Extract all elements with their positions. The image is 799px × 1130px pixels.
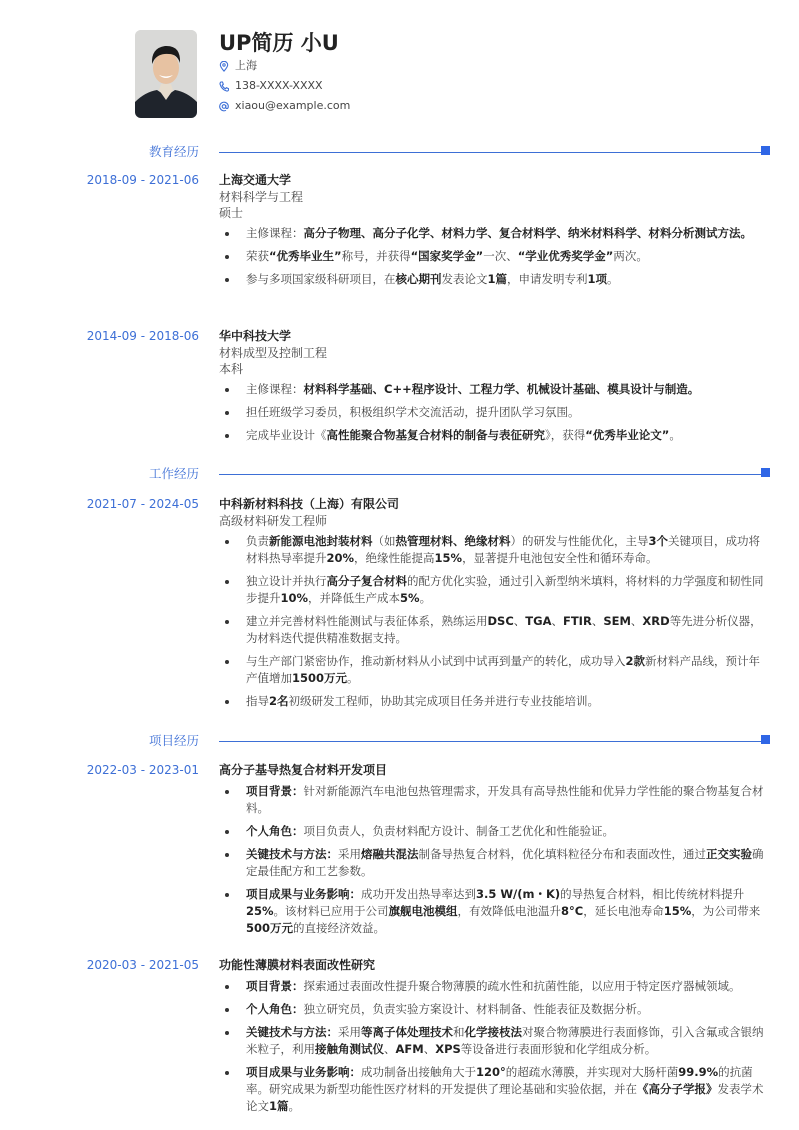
section-title: 教育经历 <box>148 144 199 159</box>
entry-date: 2020-03 - 2021-05 <box>86 958 199 972</box>
bullet-list <box>219 783 769 937</box>
list-item: 项目背景：探索通过表面改性提升聚合物薄膜的疏水性和抗菌性能，以应用于特定医疗器械领域。 <box>219 978 769 995</box>
section-divider <box>219 741 761 742</box>
email-row <box>219 96 350 116</box>
list-item: 个人角色：独立研究员，负责实验方案设计、材料制备、性能表征及数据分析。 <box>219 1001 769 1018</box>
section-marker <box>761 735 770 744</box>
location-text: 上海 <box>235 59 257 72</box>
list-item: 项目背景：针对新能源汽车电池包热管理需求，开发具有高导热性能和优异力学性能的聚合物基复合材料。 <box>219 783 769 817</box>
list-item: 荣获“优秀毕业生”称号，并获得“国家奖学金”一次、“学业优秀奖学金”两次。 <box>219 248 769 265</box>
company-name: 中科新材料科技（上海）有限公司 <box>219 497 400 511</box>
section-header-work <box>0 464 799 484</box>
major: 材料成型及控制工程 <box>219 346 328 360</box>
candidate-name: UP简历 小U <box>219 31 339 55</box>
school-name: 上海交通大学 <box>219 173 292 187</box>
list-item: 建立并完善材料性能测试与表征体系，熟练运用DSC、TGA、FTIR、SEM、XRD等先进分析仪器，为材料迭代提供精准数据支持。 <box>219 613 769 647</box>
list-item: 关键技术与方法：采用熔融共混法制备导热复合材料，优化填料粒径分布和表面改性，通过正交实验确定最佳配方和工艺参数。 <box>219 846 769 880</box>
entry-date: 2018-09 - 2021-06 <box>86 173 199 187</box>
section-header-education <box>0 142 799 162</box>
list-item: 指导2名初级研发工程师，协助其完成项目任务并进行专业技能培训。 <box>219 693 769 710</box>
phone-text: 138-XXXX-XXXX <box>235 79 323 92</box>
section-marker <box>761 468 770 477</box>
entry-date: 2021-07 - 2024-05 <box>86 497 199 511</box>
list-item: 主修课程：高分子物理、高分子化学、材料力学、复合材料学、纳米材料科学、材料分析测试方法。 <box>219 225 769 242</box>
bullet-list <box>219 533 769 710</box>
section-divider <box>219 152 761 153</box>
list-item: 项目成果与业务影响：成功开发出热导率达到3.5 W/(m・K)的导热复合材料，相比传统材料提升25%。该材料已应用于公司旗舰电池模组，有效降低电池温升8°C，延长电池寿命15%，为公司带来500万元的直接经济效益。 <box>219 886 769 937</box>
list-item: 完成毕业设计《高性能聚合物基复合材料的制备与表征研究》，获得“优秀毕业论文”。 <box>219 427 769 444</box>
list-item: 独立设计并执行高分子复合材料的配方优化实验，通过引入新型纳米填料，将材料的力学强度和韧性同步提升10%，并降低生产成本5%。 <box>219 573 769 607</box>
section-divider <box>219 474 761 475</box>
project-name: 高分子基导热复合材料开发项目 <box>219 763 388 777</box>
section-header-projects <box>0 731 799 751</box>
phone-row <box>219 76 350 96</box>
degree: 硕士 <box>219 206 244 220</box>
bullet-list <box>219 225 769 288</box>
list-item: 担任班级学习委员，积极组织学术交流活动，提升团队学习氛围。 <box>219 404 769 421</box>
list-item: 负责新能源电池封装材料（如热管理材料、绝缘材料）的研发与性能优化，主导3个关键项目，成功将材料热导率提升20%，绝缘性能提高15%，显著提升电池包安全性和循环寿命。 <box>219 533 769 567</box>
list-item: 参与多项国家级科研项目，在核心期刊发表论文1篇，申请发明专利1项。 <box>219 271 769 288</box>
list-item: 关键技术与方法：采用等离子体处理技术和化学接枝法对聚合物薄膜进行表面修饰，引入含氟或含银纳米粒子，利用接触角测试仪、AFM、XPS等设备进行表面形貌和化学组成分析。 <box>219 1024 769 1058</box>
degree: 本科 <box>219 362 244 376</box>
email-text: xiaou@example.com <box>235 99 351 112</box>
section-marker <box>761 146 770 155</box>
list-item: 主修课程：材料科学基础、C++程序设计、工程力学、机械设计基础、模具设计与制造。 <box>219 381 769 398</box>
section-title: 项目经历 <box>148 733 199 748</box>
map-pin-icon <box>219 60 229 72</box>
project-name: 功能性薄膜材料表面改性研究 <box>219 958 376 972</box>
section-title: 工作经历 <box>148 466 199 481</box>
phone-icon <box>219 80 229 92</box>
major: 材料科学与工程 <box>219 190 304 204</box>
bullet-list <box>219 978 769 1115</box>
list-item: 项目成果与业务影响：成功制备出接触角大于120°的超疏水薄膜，并实现对大肠杆菌99.9%的抗菌率。研究成果为新型功能性医疗材料的开发提供了理论基础和实验依据，并在《高分子学报》发表学术论文1篇。 <box>219 1064 769 1115</box>
entry-date: 2022-03 - 2023-01 <box>86 763 199 777</box>
resume-header <box>135 30 350 118</box>
list-item: 与生产部门紧密协作，推动新材料从小试到中试再到量产的转化，成功导入2款新材料产品线，预计年产值增加1500万元。 <box>219 653 769 687</box>
list-item: 个人角色：项目负责人，负责材料配方设计、制备工艺优化和性能验证。 <box>219 823 769 840</box>
bullet-list <box>219 381 769 444</box>
location-row <box>219 56 350 76</box>
avatar <box>135 30 197 118</box>
school-name: 华中科技大学 <box>219 329 292 343</box>
entry-date: 2014-09 - 2018-06 <box>86 329 199 343</box>
at-sign-icon <box>219 100 229 112</box>
job-role: 高级材料研发工程师 <box>219 514 328 528</box>
